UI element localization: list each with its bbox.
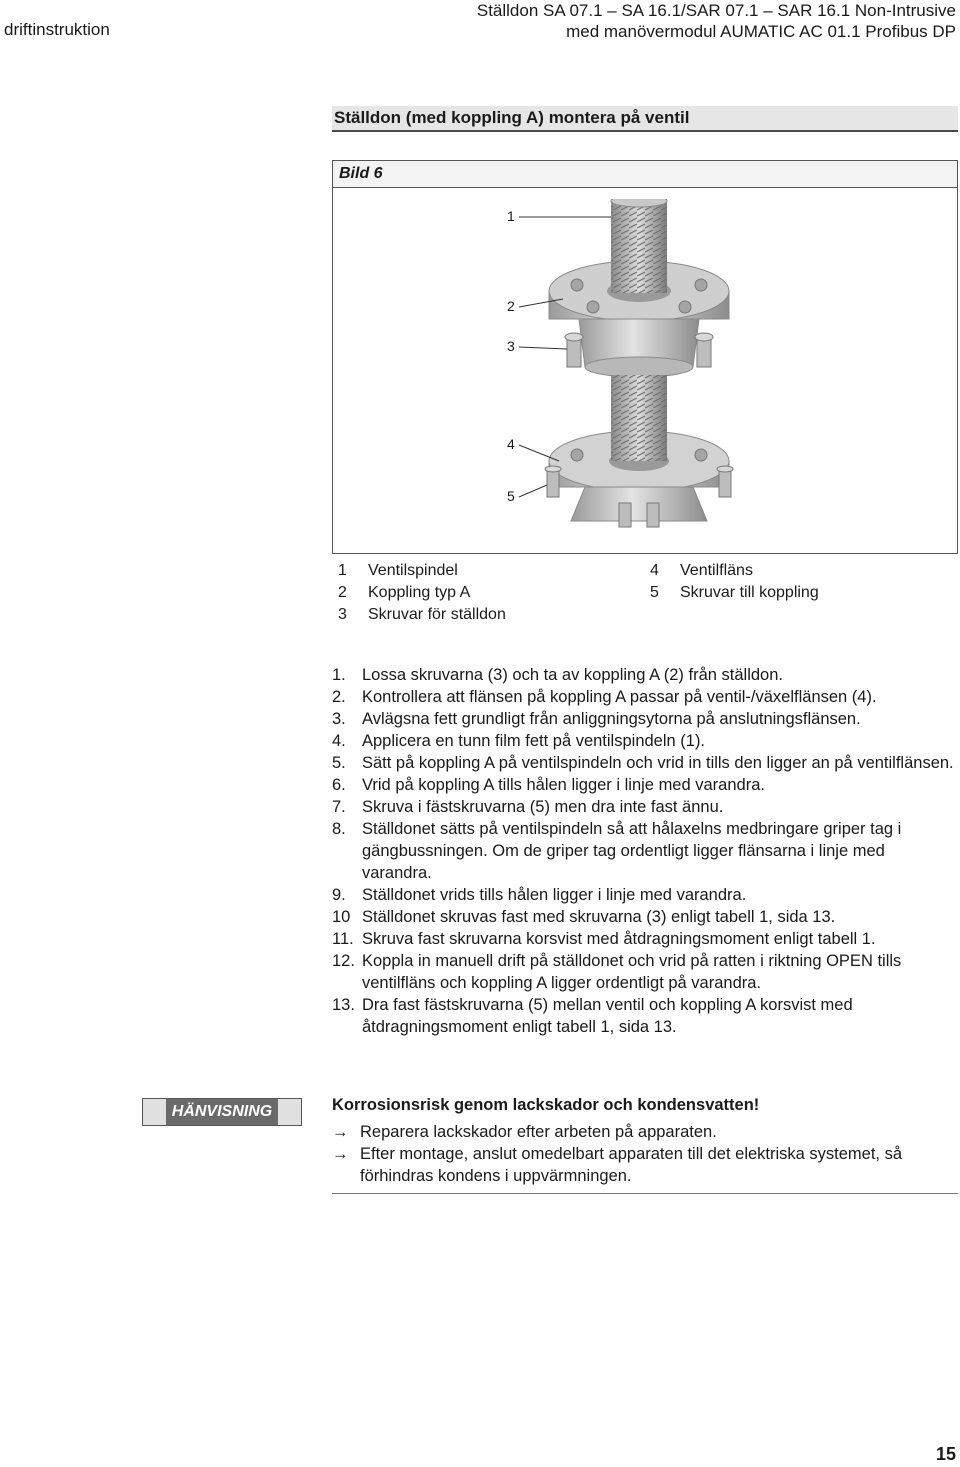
legend-item: 2 Koppling typ A xyxy=(338,584,471,601)
note-box xyxy=(332,1096,958,1194)
legend-item: 4 Ventilfläns xyxy=(650,562,753,579)
note-item: → Reparera lackskador efter arbeten på apparaten. xyxy=(332,1123,717,1141)
page-number: 15 xyxy=(935,1444,956,1464)
legend-item: 1 Ventilspindel xyxy=(338,562,458,579)
header-product-line1: Ställdon SA 07.1 – SA 16.1/SAR 07.1 – SAR 16.1 Non-Intrusive xyxy=(476,1,956,20)
header-doc-type: driftinstruktion xyxy=(4,20,110,39)
callout-5: 5 xyxy=(507,488,515,504)
legend-item: 5 Skruvar till koppling xyxy=(650,584,819,601)
legend-left xyxy=(338,560,506,626)
procedure-steps xyxy=(332,664,958,1038)
coupling-illustration xyxy=(493,199,793,539)
callout-4: 4 xyxy=(507,436,515,452)
note-item: → Efter montage, anslut omedelbart apparaten till det elektriska systemet, så förhindras kondens i uppvärmningen. xyxy=(332,1145,903,1185)
callout-1: 1 xyxy=(507,208,515,224)
figure-frame xyxy=(332,160,958,554)
list-item: 4. Applicera en tunn film fett på ventilspindeln (1). xyxy=(332,732,706,750)
note-badge: HÄNVISNING xyxy=(142,1098,302,1126)
list-item: 13. Dra fast fästskruvarna (5) mellan ventil och koppling A korsvist med åtdragningsmoment enligt tabell 1, sida 13. xyxy=(332,996,853,1036)
arrow-right-icon: → xyxy=(332,1123,349,1141)
callout-2: 2 xyxy=(507,298,515,314)
arrow-right-icon: → xyxy=(332,1145,349,1163)
figure-caption: Bild 6 xyxy=(339,165,383,182)
list-item: 10 Ställdonet skruvas fast med skruvarna (3) enligt tabell 1, sida 13. xyxy=(332,908,836,926)
valve-flange-icon xyxy=(549,413,729,521)
header-product xyxy=(477,0,956,42)
list-item: 6. Vrid på koppling A tills hålen ligger i linje med varandra. xyxy=(332,776,765,794)
header-product-line2: med manövermodul AUMATIC AC 01.1 Profibus DP xyxy=(566,22,956,41)
list-item: 9. Ställdonet vrids tills hålen ligger i linje med varandra. xyxy=(332,886,747,904)
note-title: Korrosionsrisk genom lackskador och kondensvatten! xyxy=(332,1096,760,1114)
list-item: 5. Sätt på koppling A på ventilspindeln och vrid in tills den ligger an på ventilflänsen. xyxy=(332,754,954,772)
list-item: 3. Avlägsna fett grundligt från anliggningsytorna på anslutningsflänsen. xyxy=(332,710,861,728)
list-item: 11. Skruva fast skruvarna korsvist med åtdragningsmoment enligt tabell 1. xyxy=(332,930,876,948)
list-item: 8. Ställdonet sätts på ventilspindeln så att hålaxelns medbringare griper tag i gängbussningen. Om de griper tag ordentligt ligger flänsarna i linje med varandra. xyxy=(332,820,902,882)
list-item: 7. Skruva i fästskruvarna (5) men dra inte fast ännu. xyxy=(332,798,724,816)
list-item: 12. Koppla in manuell drift på ställdonet och vrid på ratten i riktning OPEN tills ventilfläns och koppling A ligger ordentligt på varandra. xyxy=(332,952,902,992)
legend-item: 3 Skruvar för ställdon xyxy=(338,606,506,623)
list-item: 1. Lossa skruvarna (3) och ta av koppling A (2) från ställdon. xyxy=(332,666,783,684)
section-heading-bar xyxy=(332,106,958,132)
callout-3: 3 xyxy=(507,338,515,354)
list-item: 2. Kontrollera att flänsen på koppling A passar på ventil-/växelflänsen (4). xyxy=(332,688,877,706)
figure-caption-bar xyxy=(333,161,957,188)
legend-right xyxy=(650,560,819,604)
section-title: Ställdon (med koppling A) montera på ventil xyxy=(334,108,690,127)
